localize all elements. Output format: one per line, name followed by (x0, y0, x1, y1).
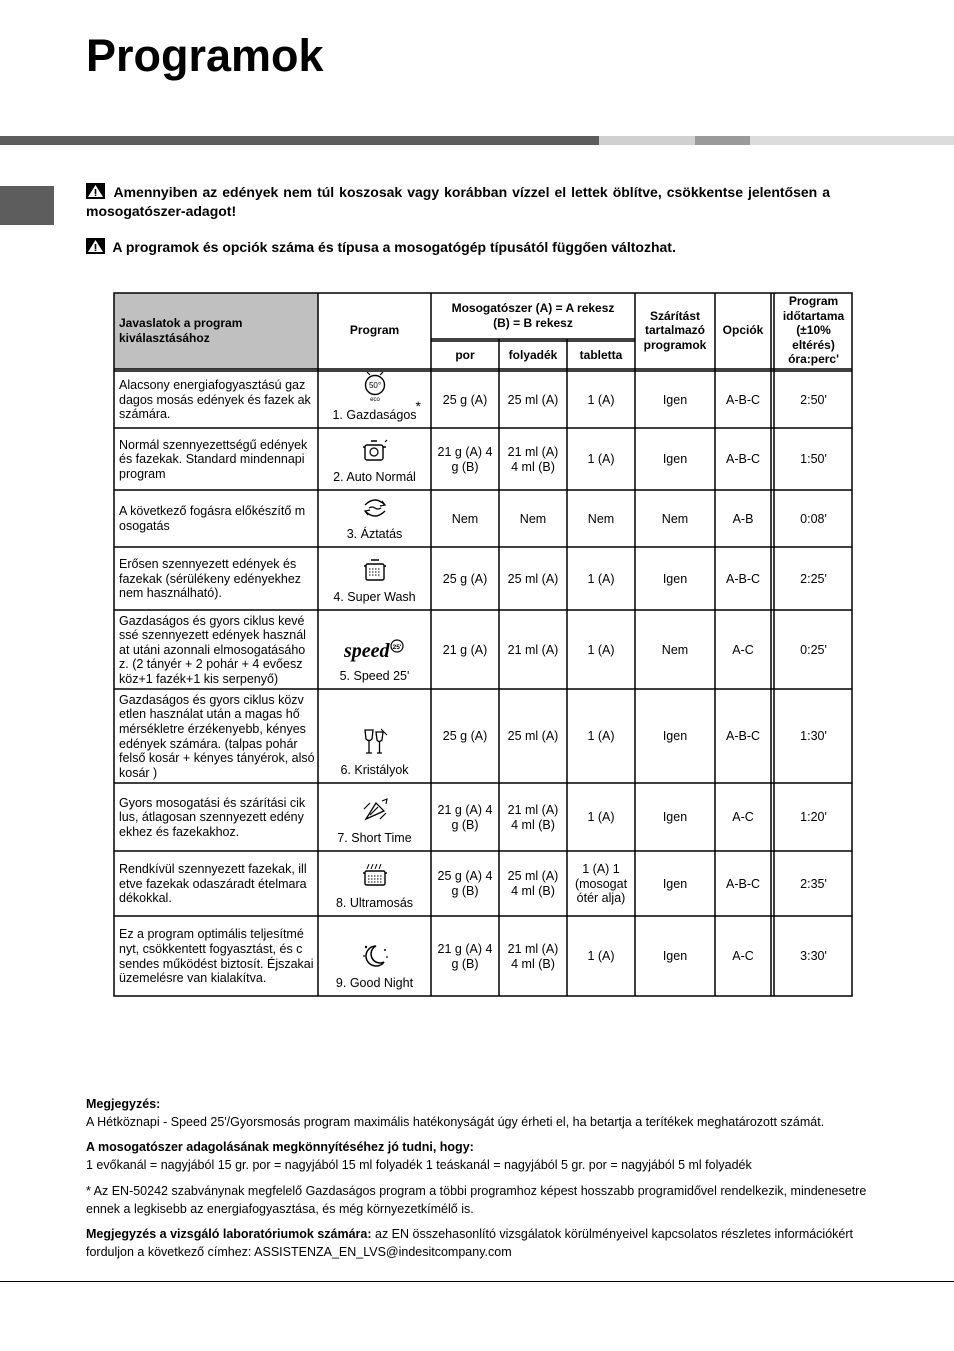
cell-tablet: 1 (A) (587, 729, 615, 744)
short-time-icon (360, 797, 390, 832)
cell-duration: 2:35' (800, 876, 827, 891)
glasses-icon (361, 727, 389, 764)
program-description: Rendkívül szennyezett fazekak, ill etve fazekak odaszáradt ételmara dékokkal. (119, 862, 307, 906)
cell-duration: 1:30' (800, 729, 827, 744)
cell-options: A-B-C (725, 876, 761, 891)
cell-liquid: Nem (519, 511, 547, 526)
footer-divider (0, 1281, 954, 1282)
program-cell (318, 917, 431, 996)
cell-options: A-B-C (725, 571, 761, 586)
divider-bar-mid (695, 136, 750, 145)
cell-tablet: 1 (A) (587, 571, 615, 586)
cell-powder: 25 g (A) (442, 729, 488, 744)
eco-50-icon (362, 372, 388, 409)
speed-badge-text: 25' (392, 643, 401, 651)
divider-bar-dark (0, 136, 599, 145)
warning-icon (86, 183, 105, 199)
cell-duration: 2:50' (800, 392, 827, 407)
speed-logo-text: speed (343, 639, 390, 662)
warning-text: Amennyiben az edények nem túl koszosak vagy korábban vízzel el lettek öblítve, csökkentse jelentősen a mosogatószer-adagot! (86, 184, 830, 219)
cell-tablet: 1 (A) (587, 392, 615, 407)
soak-icon (361, 495, 389, 528)
warning-programs (86, 238, 830, 257)
lab-note-text: az EN összehasonlító vizsgálatok körülményeivel kapcsolatos részletes információkért forduljon a következő címhez: ASSISTENZA_EN_LVS@indesitcompany.com (86, 1227, 853, 1259)
program-description: Erősen szennyezett edények és fazekak (sérülékeny edényekhez nem használható). (119, 557, 302, 601)
speed-25-icon (344, 637, 406, 670)
warning-detergent (86, 183, 830, 221)
svg-text:50°: 50° (368, 380, 381, 390)
cell-liquid: 25 ml (A) (507, 392, 559, 407)
program-asterisk: * (415, 398, 421, 415)
cell-options: A-C (732, 949, 754, 964)
cell-liquid: 21 ml (A) 4 ml (B) (507, 941, 559, 971)
cell-options: A-C (732, 810, 754, 825)
program-description: A következő fogásra előkészítő m osogatás (119, 504, 306, 533)
program-cell (318, 429, 431, 490)
divider-bar-light-end (750, 136, 954, 145)
cell-liquid: 21 ml (A) 4 ml (B) (507, 444, 559, 474)
pot-icon (361, 438, 389, 471)
program-name: 3. Áztatás (346, 527, 403, 542)
header-drying: Szárítást tartalmazó programok (643, 308, 707, 352)
cell-powder: Nem (451, 511, 479, 526)
cell-powder: 21 g (A) (442, 642, 488, 657)
dosing-section (86, 1138, 886, 1174)
moon-icon (360, 942, 390, 977)
cell-drying: Igen (662, 392, 688, 407)
cell-drying: Igen (662, 876, 688, 891)
notes-section (86, 1095, 886, 1131)
cell-powder: 21 g (A) 4 g (B) (437, 444, 493, 474)
program-name: 7. Short Time (337, 831, 412, 846)
program-description: Alacsony energiafogyasztású gaz dagos mosás edények és fazek ak számára. (119, 378, 311, 422)
cell-options: A-B-C (725, 392, 761, 407)
header-liquid: folyadék (508, 347, 558, 362)
program-cell (318, 372, 431, 428)
program-description: Ez a program optimális teljesítmé nyt, csökkentett fogyasztást, és c sendes működést biztosít. Éjszakai üzemelésre van kialakítva. (119, 927, 314, 986)
cell-tablet: Nem (587, 511, 615, 526)
header-detergent: Mosogatószer (A) = A rekesz (B) = B rekesz (451, 301, 615, 330)
program-name: 9. Good Night (335, 976, 414, 991)
cell-duration: 0:08' (800, 511, 827, 526)
cell-drying: Igen (662, 729, 688, 744)
lab-note (86, 1225, 886, 1261)
program-name: 1. Gazdaságos (332, 408, 417, 423)
cell-options: A-B-C (725, 452, 761, 467)
divider-bar-light (599, 136, 695, 145)
cell-liquid: 21 ml (A) 4 ml (B) (507, 802, 559, 832)
header-duration: Program időtartama (±10% eltérés) óra:perc' (782, 294, 845, 367)
program-table (113, 292, 853, 997)
ultra-wash-icon (360, 862, 390, 897)
cell-options: A-B-C (725, 729, 761, 744)
cell-tablet: 1 (A) (587, 949, 615, 964)
cell-powder: 21 g (A) 4 g (B) (437, 802, 493, 832)
svg-text:eco: eco (369, 396, 380, 402)
program-cell (318, 690, 431, 783)
cell-drying: Nem (661, 642, 689, 657)
eco-footnote: * Az EN-50242 szabványnak megfelelő Gazdaságos program a többi programhoz képest hosszabb programidővel rendelkezik, mindenesetre ennek a legkisebb az energiafogyasztása, és még környezetkímélő is. (86, 1184, 867, 1216)
cell-powder: 25 g (A) (442, 571, 488, 586)
page-title: Programok (86, 30, 324, 81)
cell-duration: 0:25' (800, 642, 827, 657)
program-name: 2. Auto Normál (333, 470, 416, 485)
cell-tablet: 1 (A) (587, 642, 615, 657)
cell-liquid: 25 ml (A) 4 ml (B) (507, 869, 559, 898)
cell-tablet: 1 (A) (587, 452, 615, 467)
warning-text: A programok és opciók száma és típusa a mosogatógép típusától függően változhat. (112, 239, 676, 255)
super-wash-icon (361, 556, 389, 591)
cell-drying: Igen (662, 452, 688, 467)
program-description: Normál szennyezettségű edények és fazekak. Standard mindennapi program (119, 437, 308, 481)
cell-liquid: 25 ml (A) (507, 729, 559, 744)
program-cell (318, 491, 431, 547)
program-cell (318, 852, 431, 916)
cell-powder: 25 g (A) 4 g (B) (437, 869, 493, 898)
header-options: Opciók (722, 323, 764, 338)
cell-duration: 1:50' (800, 452, 827, 467)
dosing-text: 1 evőkanál = nagyjából 15 gr. por = nagyjából 15 ml folyadék 1 teáskanál = nagyjából 5 gr. por = nagyjából 5 ml folyadék (86, 1158, 752, 1172)
header-powder: por (455, 347, 475, 362)
cell-options: A-B (732, 511, 754, 526)
header-tablet: tabletta (579, 347, 623, 362)
note-title: Megjegyzés: (86, 1097, 161, 1111)
program-name: 6. Kristályok (340, 763, 409, 778)
dosing-title: A mosogatószer adagolásának megkönnyítéséhez jó tudni, hogy: (86, 1140, 474, 1154)
program-name: 8. Ultramosás (335, 896, 414, 911)
program-description: Gazdaságos és gyors ciklus kevé ssé szennyezett edények használ at utáni azonnali elmosogatásáho z. (2 tányér + 2 pohár + 4 evőesz köz+1 fazék+1 kis serpenyő) (119, 613, 306, 686)
cell-powder: 21 g (A) 4 g (B) (437, 941, 493, 971)
cell-duration: 3:30' (800, 949, 827, 964)
program-name: 4. Super Wash (333, 590, 416, 605)
lab-note-title: Megjegyzés a vizsgáló laboratóriumok számára: (86, 1227, 372, 1241)
cell-duration: 2:25' (800, 571, 827, 586)
cell-tablet: 1 (A) 1 (mosogat ótér alja) (574, 862, 628, 906)
note-text: A Hétköznapi - Speed 25'/Gyorsmosás program maximális hatékonyságát úgy érheti el, ha betartja a terítékek meghatározott számát. (86, 1115, 825, 1129)
program-cell (318, 611, 431, 689)
cell-drying: Nem (661, 511, 689, 526)
cell-tablet: 1 (A) (587, 810, 615, 825)
cell-liquid: 21 ml (A) (507, 642, 559, 657)
cell-duration: 1:20' (800, 810, 827, 825)
program-cell (318, 784, 431, 851)
header-program: Program (349, 323, 400, 338)
section-tab-marker (0, 186, 54, 225)
cell-options: A-C (732, 642, 754, 657)
program-cell (318, 548, 431, 610)
cell-liquid: 25 ml (A) (507, 571, 559, 586)
cell-powder: 25 g (A) (442, 392, 488, 407)
cell-drying: Igen (662, 810, 688, 825)
cell-drying: Igen (662, 571, 688, 586)
warning-icon (86, 238, 105, 254)
program-description: Gyors mosogatási és szárítási cik lus, átlagosan szennyezett edény ekhez és fazekakhoz. (119, 795, 306, 839)
cell-drying: Igen (662, 949, 688, 964)
program-description: Gazdaságos és gyors ciklus közv etlen használat után a magas hő mérsékletre érzékenyebb, kényes edények számára. (talpas pohár felső kosár + kényes tányérok, alsó kosár ) (119, 692, 315, 780)
program-name: 5. Speed 25' (339, 669, 410, 684)
header-suggestions: Javaslatok a program kiválasztásához (119, 316, 243, 345)
